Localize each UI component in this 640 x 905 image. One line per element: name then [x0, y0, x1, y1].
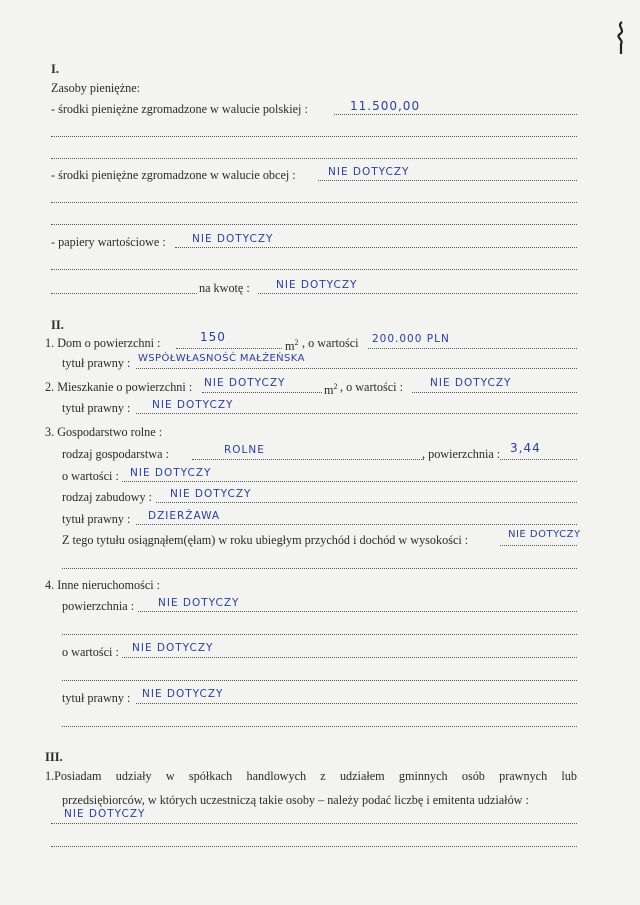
flat-area-label: 2. Mieszkanie o powierzchni :: [45, 380, 193, 394]
foreign-funds-line: [318, 180, 577, 181]
house-area-value: 150: [200, 330, 226, 344]
foreign-funds-label: - środki pieniężne zgromadzone w walucie obcej :: [51, 168, 296, 182]
farm-title-value: DZIERŻAWA: [148, 510, 221, 522]
farm-area-label: , powierzchnia :: [422, 447, 501, 461]
m2-text-2: m: [324, 383, 334, 398]
section-1-title: Zasoby pieniężne:: [51, 81, 141, 95]
other-value-value: NIE DOTYCZY: [132, 642, 214, 654]
amount-line-left: [51, 293, 197, 294]
amount-label: na kwotę :: [199, 281, 250, 295]
scan-corner-mark: [612, 20, 630, 60]
other-area-line-2: [62, 634, 577, 635]
other-title-line-2: [62, 726, 577, 727]
foreign-funds-line-3: [51, 224, 577, 225]
building-type-value: NIE DOTYCZY: [170, 488, 252, 500]
building-type-line: [156, 502, 577, 503]
farm-title-line: [136, 524, 577, 525]
amount-value: NIE DOTYCZY: [276, 279, 358, 291]
building-type-label: rodzaj zabudowy :: [62, 490, 153, 504]
flat-title-label: tytuł prawny :: [62, 401, 131, 415]
other-area-value: NIE DOTYCZY: [158, 597, 240, 609]
pln-funds-line-3: [51, 158, 577, 159]
other-title-label: tytuł prawny :: [62, 691, 131, 705]
house-value-value: 200.000 PLN: [372, 333, 450, 345]
farm-type-label: rodzaj gospodarstwa :: [62, 447, 169, 461]
flat-value-label: , o wartości :: [340, 380, 403, 394]
farm-area-line: [500, 459, 577, 460]
house-title-label: tytuł prawny :: [62, 356, 131, 370]
house-area-line: [176, 348, 282, 349]
shares-line: [51, 823, 577, 824]
house-m2-unit: $m^2$: [285, 338, 299, 354]
shares-text-line-2: przedsiębiorców, w których uczestniczą takie osoby – należy podać liczbę i emitenta udziałów :: [62, 793, 529, 807]
other-value-line: [122, 657, 577, 658]
flat-title-value: NIE DOTYCZY: [152, 399, 234, 411]
farm-income-line-2: [62, 568, 577, 569]
securities-value: NIE DOTYCZY: [192, 233, 274, 245]
farm-value-value: NIE DOTYCZY: [130, 467, 212, 479]
shares-line-2: [51, 846, 577, 847]
house-title-value: WSPÓŁWŁASNOŚĆ MAŁŻEŃSKA: [138, 353, 305, 364]
securities-label: - papiery wartościowe :: [51, 235, 166, 249]
farm-area-value: 3,44: [510, 441, 541, 455]
flat-title-line: [136, 413, 577, 414]
other-value-label: o wartości :: [62, 645, 119, 659]
foreign-funds-value: NIE DOTYCZY: [328, 166, 410, 178]
other-title-line: [136, 703, 577, 704]
securities-line: [175, 247, 577, 248]
other-area-line: [138, 611, 577, 612]
pln-funds-label: - środki pieniężne zgromadzone w walucie polskiej :: [51, 102, 308, 116]
house-value-line: [368, 348, 577, 349]
shares-value: NIE DOTYCZY: [64, 808, 146, 820]
flat-value-line: [412, 392, 577, 393]
flat-value-value: NIE DOTYCZY: [430, 377, 512, 389]
other-property-label: 4. Inne nieruchomości :: [45, 578, 161, 592]
pln-funds-value: 11.500,00: [350, 99, 421, 113]
farm-title-label: tytuł prawny :: [62, 512, 131, 526]
section-3-heading: III.: [45, 750, 63, 764]
flat-area-line: [202, 392, 322, 393]
flat-area-value: NIE DOTYCZY: [204, 377, 286, 389]
house-title-line: [136, 368, 577, 369]
section-1-heading: I.: [51, 62, 59, 76]
farm-label: 3. Gospodarstwo rolne :: [45, 425, 163, 439]
farm-type-line: [192, 459, 424, 460]
shares-text-line-1: 1.Posiadam udziały w spółkach handlowych z udziałem gminnych osób prawnych lub: [45, 769, 577, 783]
section-2-heading: II.: [51, 318, 64, 332]
farm-value-label: o wartości :: [62, 469, 119, 483]
foreign-funds-line-2: [51, 202, 577, 203]
farm-type-value: ROLNE: [224, 444, 265, 456]
other-area-label: powierzchnia :: [62, 599, 135, 613]
house-area-label: 1. Dom o powierzchni :: [45, 336, 161, 350]
pln-funds-line-2: [51, 136, 577, 137]
farm-income-value: NIE DOTYCZY: [508, 529, 581, 540]
amount-line: [258, 293, 577, 294]
m2-text: m: [285, 339, 295, 354]
flat-m2-unit: $m^2$: [324, 382, 338, 398]
house-value-label: , o wartości: [302, 336, 359, 350]
other-value-line-2: [62, 680, 577, 681]
farm-value-line: [122, 481, 577, 482]
securities-line-2: [51, 269, 577, 270]
farm-income-line: [500, 545, 577, 546]
farm-income-label: Z tego tytułu osiągnąłem(ęłam) w roku ubiegłym przychód i dochód w wysokości :: [62, 533, 469, 547]
other-title-value: NIE DOTYCZY: [142, 688, 224, 700]
pln-funds-line: [334, 114, 577, 115]
